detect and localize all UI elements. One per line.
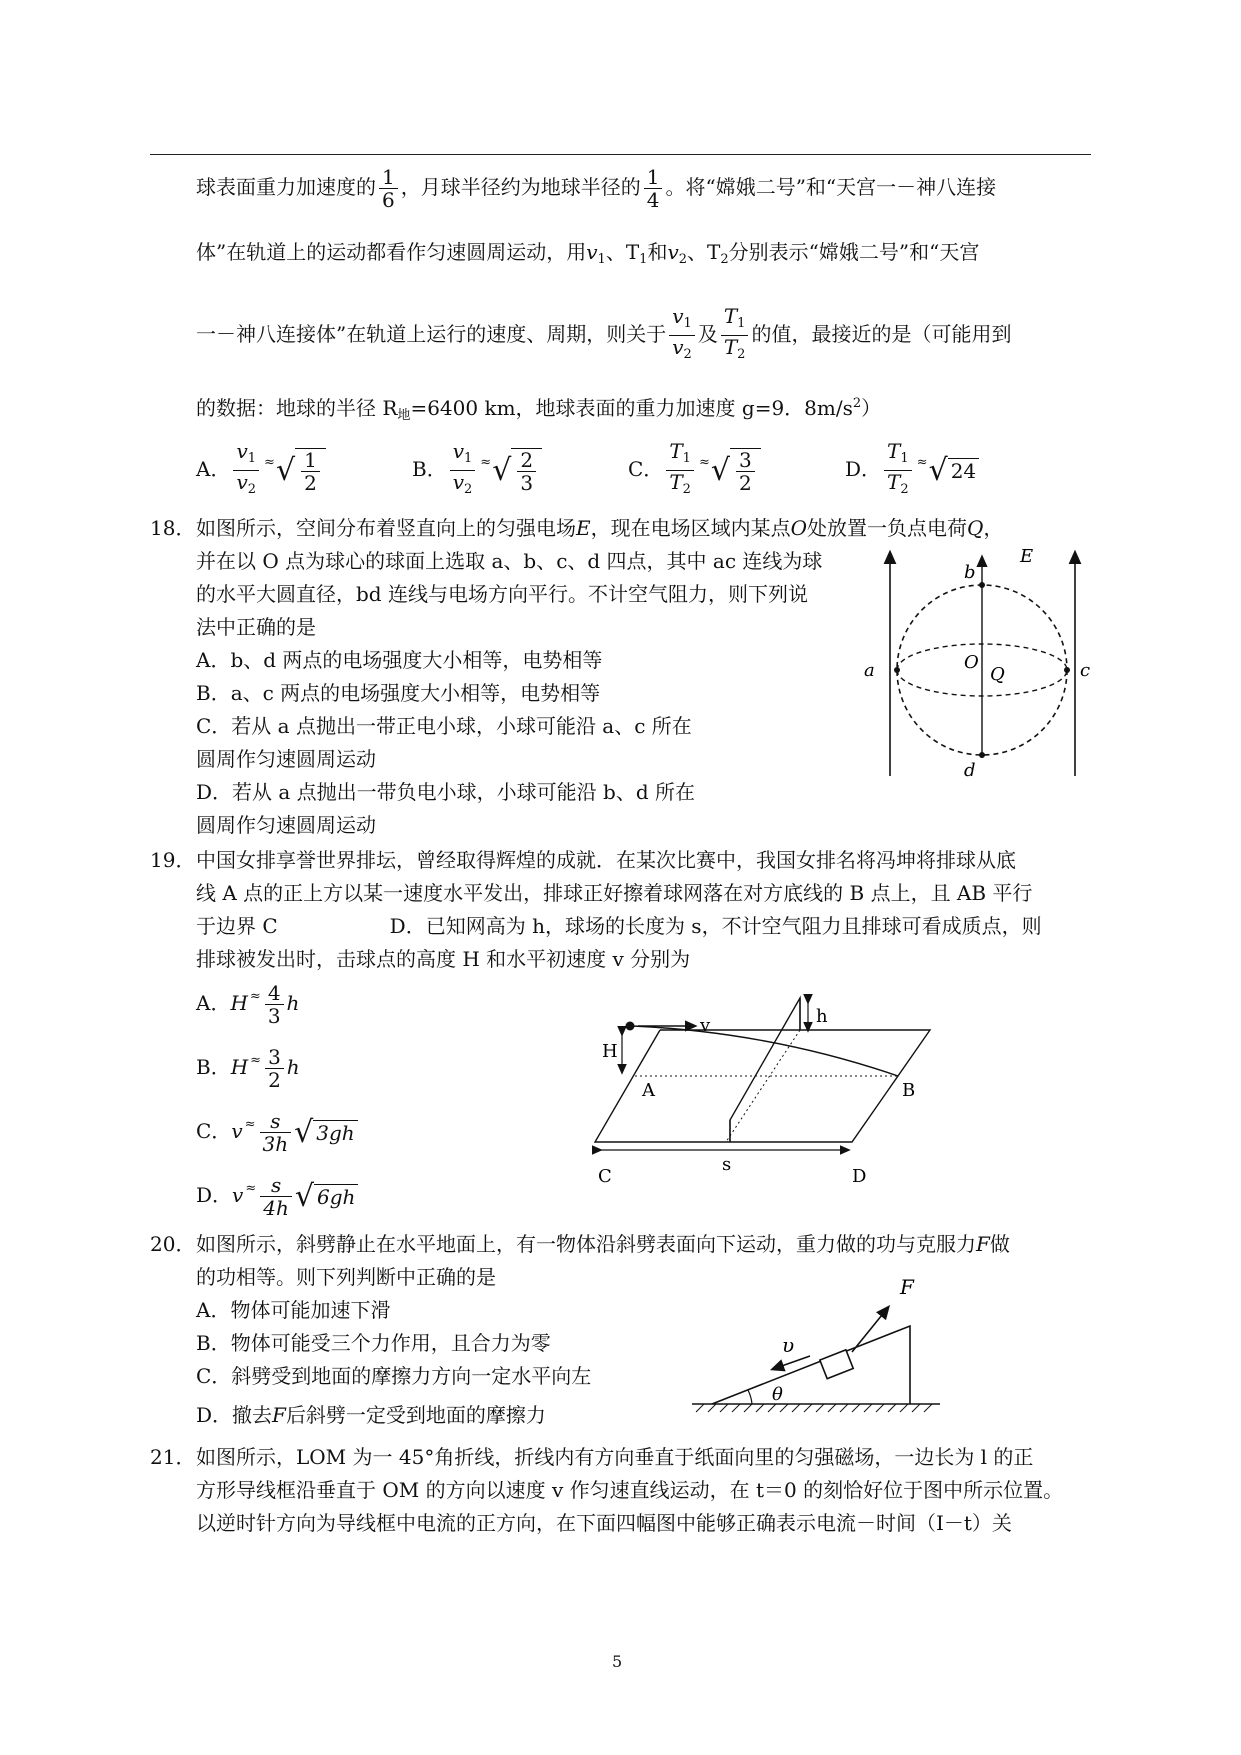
fraction: $\frac{1}{6}$ [379, 166, 398, 211]
q19-line4: 排球被发出时，击球点的高度 H 和水平初速度 v 分别为 [196, 947, 691, 971]
q19-line2: 线 A 点的正上方以某一速度水平发出，排球正好擦着球网落在对方底线的 B 点上，且 AB 平行 [196, 881, 1033, 905]
q20-line2: 的功相等。则下列判断中正确的是 [196, 1265, 496, 1289]
q18-option-d: D．若从 a 点抛出一带负电小球，小球可能沿 b、d 所在 [196, 780, 695, 804]
point-a [894, 667, 900, 673]
net [730, 998, 800, 1142]
q19-option-c: C．v ≈ $\frac{s}{3h}$ √ 3gh [196, 1110, 358, 1155]
q20-number: 20． [150, 1232, 196, 1256]
page-number: 5 [612, 1652, 623, 1671]
sqrt: √ $\frac{2}{3}$ [492, 448, 542, 494]
ball-trajectory [632, 1026, 898, 1076]
q18-stem-line4: 法中正确的是 [196, 615, 316, 639]
point-c [1064, 667, 1070, 673]
q20-option-c: C．斜劈受到地面的摩擦力方向一定水平向左 [196, 1364, 592, 1388]
fraction: $\frac{T_1}{T_2}$ [721, 305, 749, 366]
label-a: a [864, 660, 875, 681]
q20-option-a: A．物体可能加速下滑 [196, 1298, 391, 1322]
label-h: h [816, 1006, 828, 1027]
label-v: υ [782, 1333, 795, 1357]
label-E: E [1020, 546, 1034, 567]
fraction: $\frac{1}{4}$ [644, 166, 663, 211]
label-v: v [700, 1015, 711, 1036]
q19-line1: 中国女排享誉世界排坛，曾经取得辉煌的成就．在某次比赛中，我国女排名将冯坤将排球从底 [196, 848, 1016, 872]
q20-option-b: B．物体可能受三个力作用，且合力为零 [196, 1331, 551, 1355]
sqrt: √ $\frac{1}{2}$ [276, 448, 326, 494]
label-c: c [1080, 660, 1091, 681]
q17-line3: 一－神八连接体”在轨道上运行的速度、周期，则关于 $\frac{v_1}{v_2}$ 及 $\frac{T_1}{T_2}$ 的值，最接近的是（可能用到 [196, 305, 1011, 366]
q21-line3: 以逆时针方向为导线框中电流的正方向，在下面四幅图中能够正确表示电流－时间（I－t）关 [196, 1511, 1012, 1535]
sqrt: √ 24 [929, 456, 980, 486]
q19-line3: 于边界 C D．已知网高为 h，球场的长度为 s，不计空气阻力且排球可看成质点，则 [196, 914, 1042, 938]
volleyball-court-figure [590, 990, 970, 1190]
force-F-arrow [852, 1310, 886, 1352]
sqrt: √ $\frac{3}{2}$ [711, 448, 761, 494]
label-s: s [722, 1154, 732, 1175]
q17-option-a: A． $\frac{v_1}{v_2}$ ≈√ $\frac{1}{2}$ [196, 440, 326, 501]
q19-option-b: B．H ≈ $\frac{3}{2}$ h [196, 1045, 300, 1092]
q17-line2: 体”在轨道上的运动都看作匀速圆周运动，用$v_1$、$T_1$和$v_2$、$T_2$分别表示“嫦娥二号”和“天宫 [196, 240, 980, 267]
label-B: B [902, 1080, 916, 1101]
q20-option-d: D．撤去F后斜劈一定受到地面的摩擦力 [196, 1403, 546, 1427]
q18-number: 18． [150, 516, 196, 540]
q19-option-d: D．v ≈ $\frac{s}{4h}$ √ 6gh [196, 1174, 358, 1219]
q18-stem-line1: 如图所示，空间分布着竖直向上的匀强电场E，现在电场区域内某点O处放置一负点电荷Q， [196, 516, 1004, 540]
q17-line1: 球表面重力加速度的 $\frac{1}{6}$ ，月球半径约为地球半径的 $\frac{1}{4}$ 。将“嫦娥二号”和“天宫一－神八连接 [196, 165, 997, 212]
ground-hatching [696, 1404, 932, 1412]
q21-line2: 方形导线框沿垂直于 OM 的方向以速度 v 作匀速直线运动，在 t＝0 的刻恰好位于图中所示位置。 [196, 1478, 1064, 1502]
q17-option-d: D． $\frac{T_1}{T_2}$ ≈√ 24 [845, 440, 979, 501]
q19-option-a: A．H ≈ $\frac{4}{3}$ h [196, 981, 300, 1028]
label-H: H [602, 1041, 618, 1062]
q18-option-d-cont: 圆周作匀速圆周运动 [196, 813, 376, 837]
q20-line1: 如图所示，斜劈静止在水平地面上，有一物体沿斜劈表面向下运动，重力做的功与克服力F做 [196, 1232, 1010, 1256]
label-b: b [964, 562, 976, 583]
point-b [979, 582, 985, 588]
q17-option-b: B． $\frac{v_1}{v_2}$ ≈√ $\frac{2}{3}$ [412, 440, 542, 501]
q18-option-c: C．若从 a 点抛出一带正电小球，小球可能沿 a、c 所在 [196, 714, 692, 738]
q21-number: 21． [150, 1445, 196, 1469]
velocity-arrow [776, 1356, 810, 1368]
q18-option-a: A．b、d 两点的电场强度大小相等，电势相等 [196, 648, 603, 672]
ball [626, 1022, 635, 1031]
point-d [979, 752, 985, 758]
net-dotted-line [726, 1030, 800, 1142]
block [820, 1350, 853, 1379]
sphere-field-figure [860, 548, 1090, 780]
q18-stem-line2: 并在以 O 点为球心的球面上选取 a、b、c、d 四点，其中 ac 连线为球 [196, 549, 823, 573]
label-Q: Q [990, 664, 1005, 685]
wedge [712, 1326, 910, 1404]
angle-arc [748, 1390, 752, 1404]
label-d: d [964, 760, 976, 781]
label-theta: θ [772, 1384, 783, 1405]
label-C: C [598, 1166, 612, 1187]
q18-option-c-cont: 圆周作匀速圆周运动 [196, 747, 376, 771]
label-A: A [642, 1080, 655, 1101]
incline-figure [690, 1268, 950, 1428]
header-rule [150, 154, 1091, 155]
label-F: F [900, 1275, 914, 1299]
q17-line4: 的数据：地球的半径 $R_地=6400$ km，地球表面的重力加速度 g=9．$8m/s^2$） [196, 396, 882, 423]
label-D: D [852, 1166, 867, 1187]
label-O: O [964, 652, 979, 673]
q21-line1: 如图所示，LOM 为一 45°角折线，折线内有方向垂直于纸面向里的匀强磁场，一边长为 l 的正 [196, 1445, 1034, 1469]
q17-option-c: C． $\frac{T_1}{T_2}$ ≈√ $\frac{3}{2}$ [628, 440, 761, 501]
q18-stem-line3: 的水平大圆直径，bd 连线与电场方向平行。不计空气阻力，则下列说 [196, 582, 808, 606]
fraction: $\frac{v_1}{v_2}$ [669, 305, 695, 366]
q19-number: 19． [150, 848, 196, 872]
q18-option-b: B．a、c 两点的电场强度大小相等，电势相等 [196, 681, 601, 705]
